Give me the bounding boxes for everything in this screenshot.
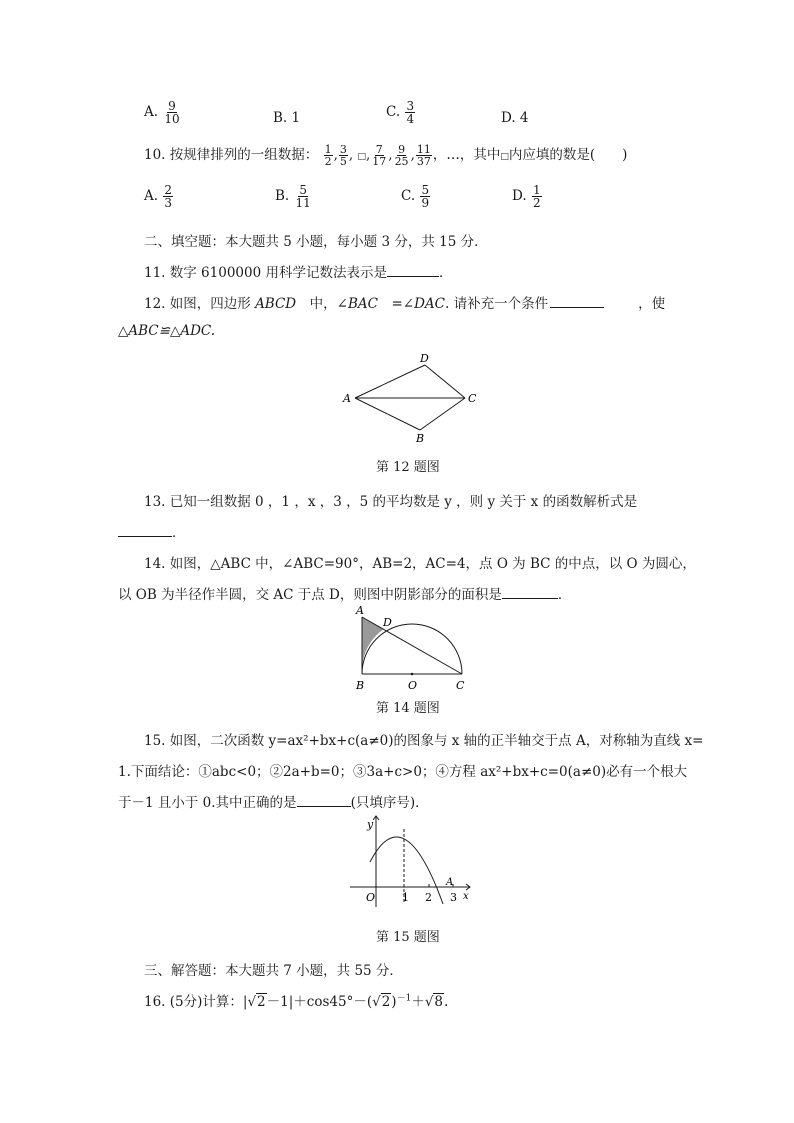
q10-option-c: C. $\frac{5}{9}$: [401, 183, 430, 210]
q9-option-b: B. 1: [273, 110, 301, 126]
q15-caption: 第 15 题图: [376, 930, 440, 945]
q15-figure: [345, 812, 475, 912]
q10-option-b: B. $\frac{5}{11}$: [275, 183, 311, 210]
q9-option-a-fraction: $\frac{9}{10}$: [164, 99, 180, 126]
q12-caption: 第 12 题图: [376, 460, 440, 475]
q12-label-a: A: [343, 392, 351, 405]
q15-line2: 1.下面结论：①abc<0；②2a+b=0；③3a+c>0；④方程 ax²+bx+c=0(a≠0)必有一个根大: [118, 764, 688, 780]
svg-text:y: y: [367, 818, 374, 831]
svg-text:D: D: [383, 616, 392, 629]
svg-text:O: O: [366, 891, 376, 904]
q11: 11. 数字 6100000 用科学记数法表示是 ．: [144, 265, 453, 281]
svg-text:x: x: [463, 891, 469, 902]
q14-line2: 以 OB 为半径作半圆，交 AC 于点 D，则图中阴影部分的面积是 ．: [118, 587, 572, 603]
q12-figure: [340, 350, 480, 445]
q14-caption: 第 14 题图: [376, 701, 440, 716]
q12-label-d: D: [420, 352, 429, 365]
q10-box: □: [357, 152, 366, 162]
q12-label-c: C: [468, 392, 477, 405]
q9-option-a: A. $\frac{9}{10}$: [144, 99, 180, 126]
svg-text:A: A: [446, 877, 454, 888]
svg-text:3: 3: [450, 891, 457, 904]
q12-label-b: B: [416, 432, 425, 445]
svg-text:B: B: [356, 679, 365, 692]
svg-text:2: 2: [425, 891, 432, 904]
q9-option-c-fraction: $\frac{3}{4}$: [406, 99, 415, 126]
q11-blank[interactable]: [387, 276, 439, 277]
q13-line2: ．: [118, 521, 186, 541]
q13-blank[interactable]: [118, 536, 172, 537]
q15-blank[interactable]: [297, 806, 351, 807]
q10-option-d: D. $\frac{1}{2}$: [512, 183, 541, 210]
q14-line1: 14. 如图，△ABC 中，∠ABC=90°，AB=2，AC=4，点 O 为 BC 的中点，以 O 为圆心，: [144, 556, 696, 572]
q13-line1: 13. 已知一组数据 0 ，1 ，x ，3 ，5 的平均数是 y ，则 y 关于 x 的函数解析式是: [144, 494, 638, 510]
q15-line3: 于－1 且小于 0.其中正确的是 (只填序号)．: [118, 795, 429, 811]
svg-text:O: O: [408, 679, 418, 692]
q16: 16. (5分)计算：$|√2-1|+\cos 45^\circ-(√2)^{-1}+√8$.: [144, 993, 449, 1010]
section-3-heading: 三、解答题：本大题共 7 小题，共 55 分．: [144, 963, 403, 979]
q14-shaded-region: [362, 617, 384, 670]
svg-text:C: C: [456, 679, 465, 692]
q12-line2: △ABC≌△ADC.: [118, 323, 216, 339]
q14-blank[interactable]: [502, 598, 558, 599]
q12-line1: 12. 如图，四边形 ABCD 中，∠BAC =∠DAC. 请补充一个条件 ，使: [144, 296, 666, 312]
q9-option-c: C. $\frac{3}{4}$: [386, 99, 415, 126]
q9-option-d: D. 4: [501, 110, 529, 126]
q10-option-a: A. $\frac{2}{3}$: [144, 183, 172, 210]
svg-text:A: A: [356, 604, 364, 617]
svg-text:1: 1: [402, 891, 409, 904]
section-2-heading: 二、填空题：本大题共 5 小题，每小题 3 分，共 15 分．: [144, 234, 488, 250]
q15-line1: 15. 如图，二次函数 y=ax²+bx+c(a≠0)的图象与 x 轴的正半轴交于点 A，对称轴为直线 x=: [144, 733, 704, 749]
q12-blank[interactable]: [550, 307, 604, 308]
q10-stem: 10. 按规律排列的一组数据： $\frac{1}{2}$ , $\frac{3}{5}$ , □, $\frac{7}{17}$ , $\frac{9}{25}$ , $\frac{11}{37}$ ，…，其中□内应填的数是( ): [144, 143, 628, 168]
q14-figure: [350, 602, 475, 694]
